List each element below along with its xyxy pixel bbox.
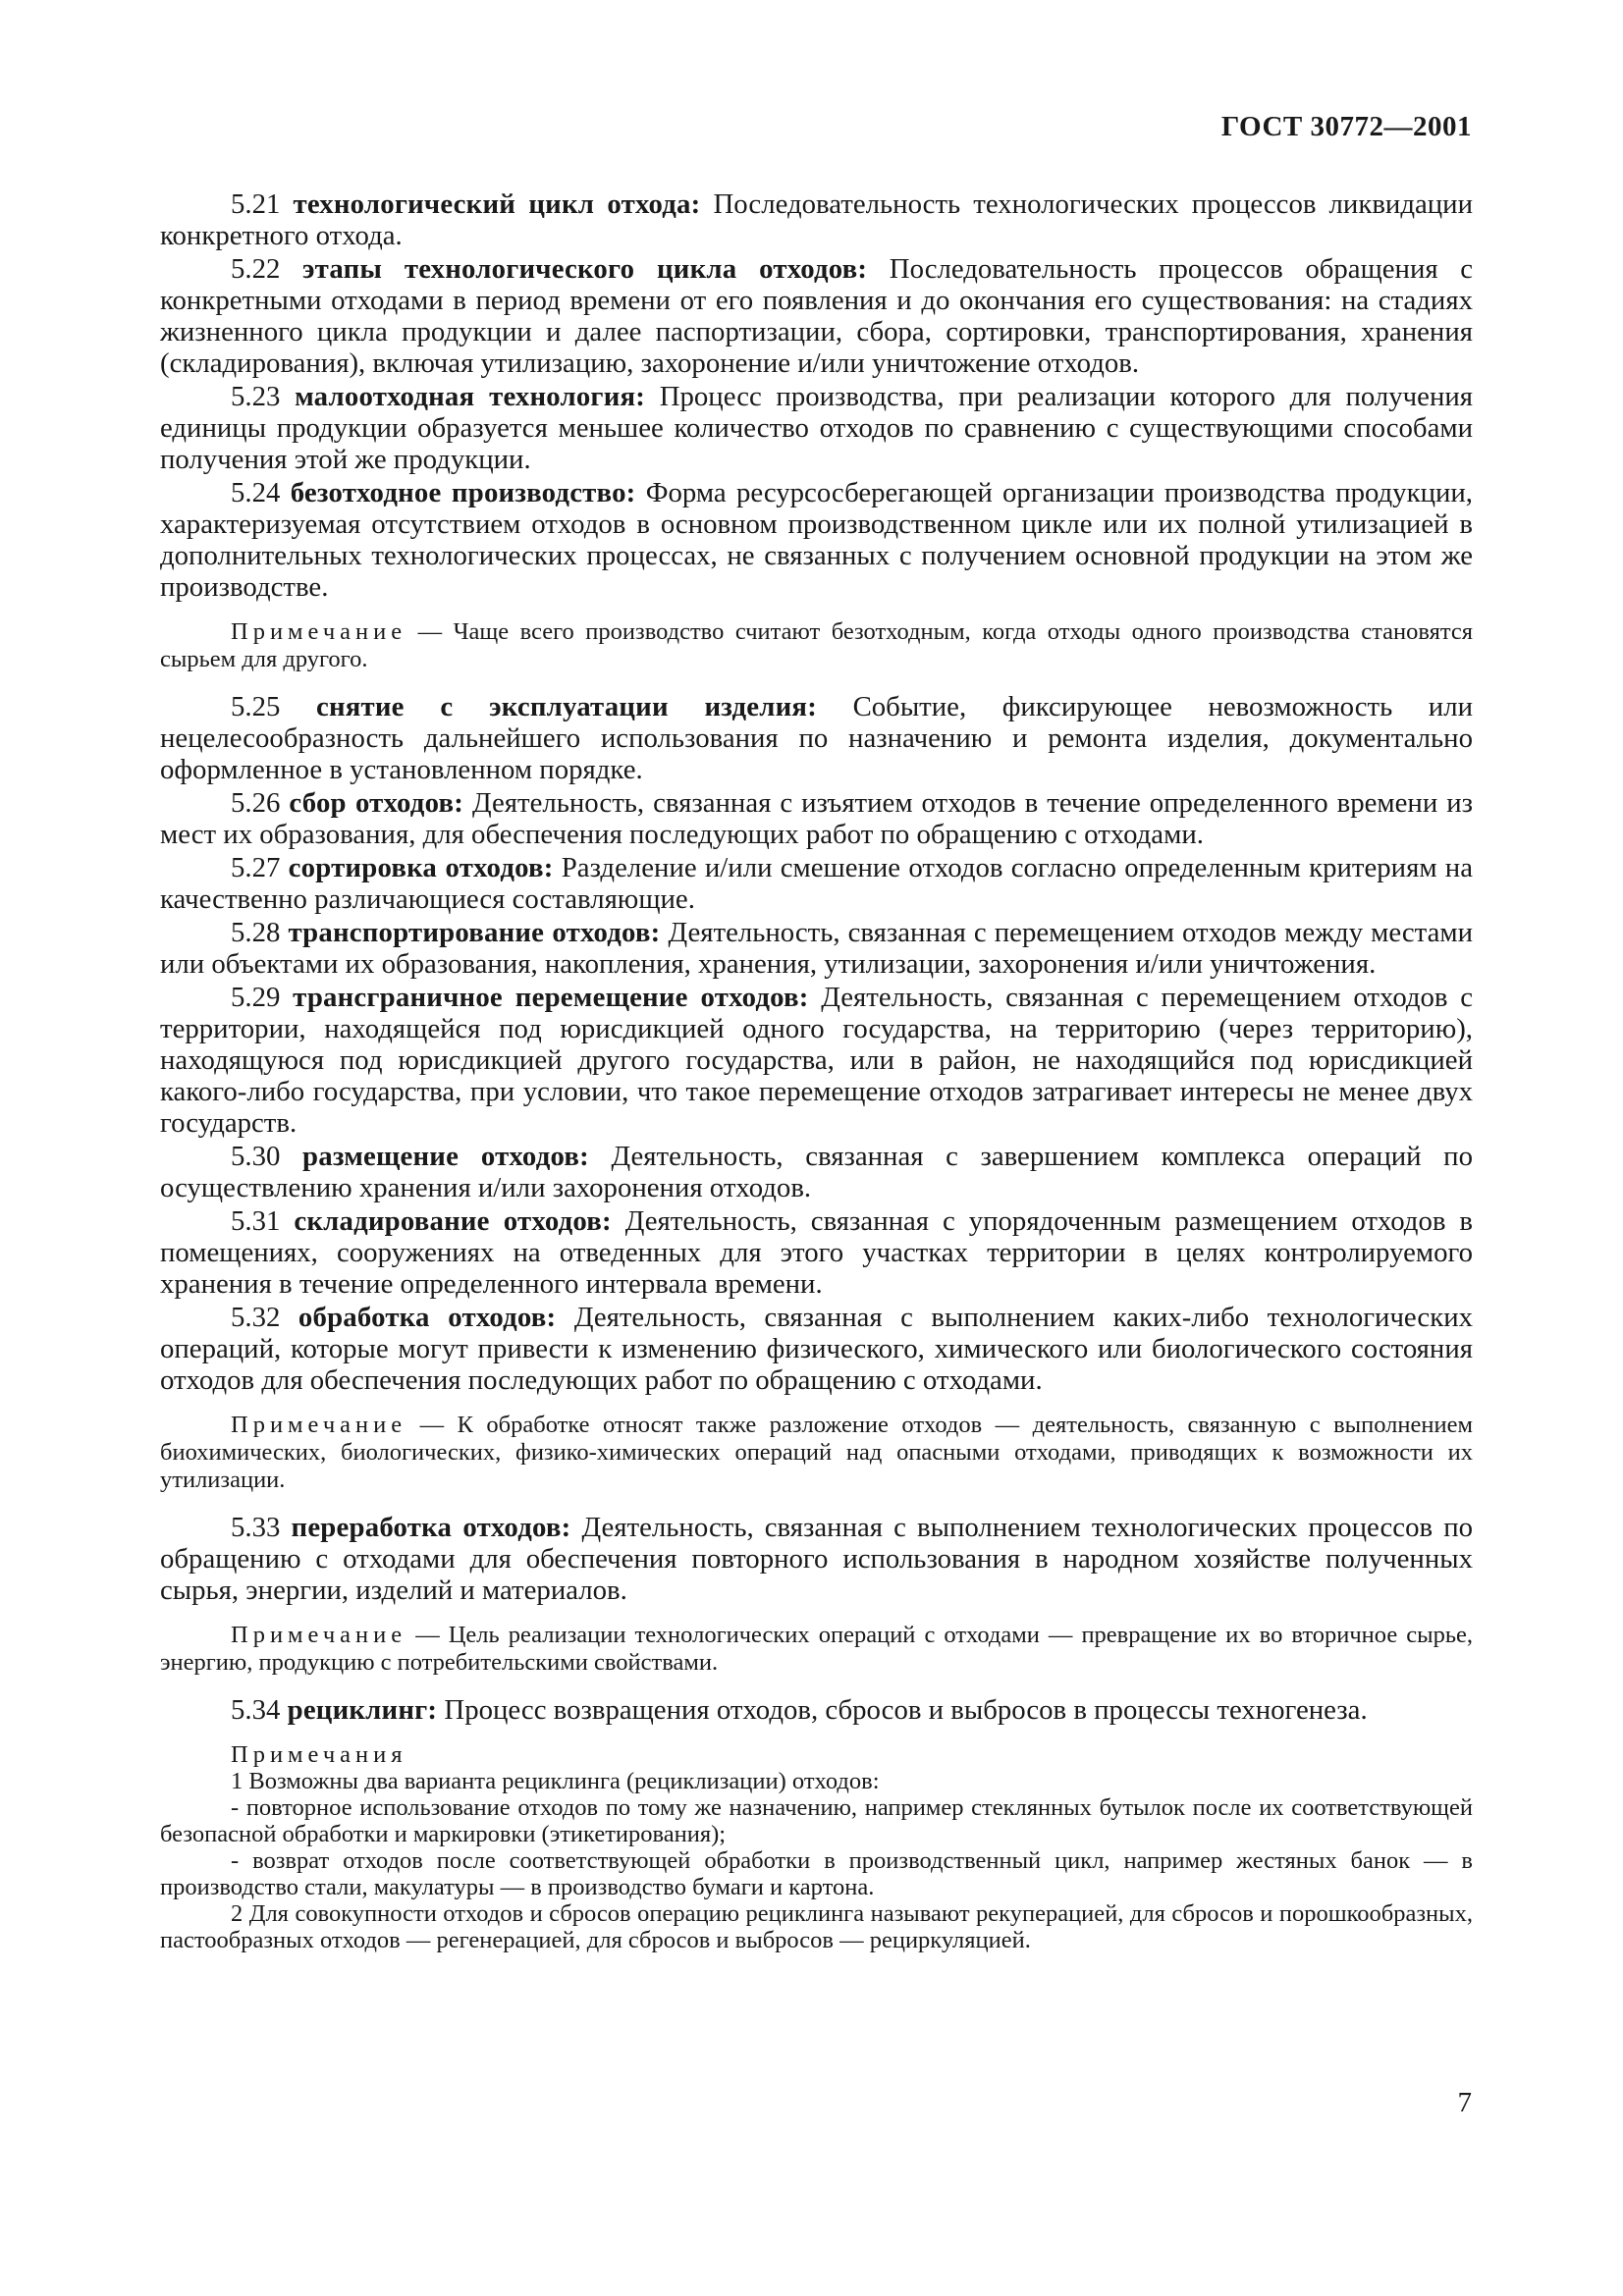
term-definition: Процесс производства, при реализации которого для получения единицы продукции образуется меньшее количество отходов по сравнению с существующими способами получения этой же продукции. [160, 381, 1474, 475]
term-5-29 [160, 982, 1473, 1139]
term-5-25 [160, 691, 1473, 785]
term-number: 5.34 [231, 1694, 281, 1726]
term-name: технологический цикл отхода: [293, 188, 701, 220]
note-item-1a: - повторное использование отходов по тому же назначению, например стеклянных бутылок после их соответствующей безопасной обработки и маркировки (этикетирования); [160, 1794, 1473, 1847]
term-definition: Событие, фиксирующее невозможность или нецелесообразность дальнейшего использования по назначению и ремонта изделия, документально оформленное в установленном порядке. [160, 691, 1473, 785]
term-5-27 [160, 852, 1473, 915]
note-item-2: 2 Для совокупности отходов и сбросов операцию рециклинга называют рекуперацией, для сбросов и порошкообразных, пастообразных отходов — регенерацией, для сбросов и выбросов — рециркуляцией. [160, 1900, 1473, 1953]
note-5-24 [160, 618, 1473, 673]
note-label: Примечание [231, 1412, 407, 1438]
note-item-1b: - возврат отходов после соответствующей обработки в производственный цикл, например жестяных банок — в производство стали, макулатуры — в производство бумаги и картона. [160, 1847, 1473, 1900]
term-definition: Деятельность, связанная с перемещением отходов с территории, находящейся под юрисдикцией одного государства, на территорию (через территорию), находящуюся под юрисдикцией другого государства, или в район, не находящийся под юрисдикцией какого-либо государства, при условии, что такое перемещение отходов затрагивает интересы не менее двух государств. [160, 982, 1474, 1139]
term-name: этапы технологического цикла отходов: [302, 253, 868, 285]
term-definition: Форма ресурсосберегающей организации производства продукции, характеризуемая отсутствием отходов в основном производственном цикле или их полной утилизацией в дополнительных технологических процессах, не связанных с получением основной продукции на этом же производстве. [160, 477, 1474, 603]
note-text: — К обработке относят также разложение отходов — деятельность, связанную с выполнением биохимических, биологических, физико-химических операций над опасными отходами, приводящих к возможности их утилизации. [160, 1412, 1473, 1493]
term-number: 5.23 [231, 381, 281, 412]
document-body [160, 188, 1473, 1953]
page-number: 7 [1457, 2087, 1472, 2118]
note-label: Примечание [231, 1622, 407, 1648]
term-5-26 [160, 787, 1473, 850]
term-5-21 [160, 188, 1473, 251]
term-name: трансграничное перемещение отходов: [293, 982, 809, 1013]
notes-title: Примечания [231, 1741, 407, 1768]
note-text: — Цель реализации технологических операций с отходами — превращение их во вторичное сырье, энергию, продукцию с потребительскими свойствами. [160, 1622, 1474, 1676]
term-number: 5.30 [231, 1141, 281, 1172]
term-definition: Процесс возвращения отходов, сбросов и выбросов в процессы техногенеза. [444, 1694, 1368, 1726]
notes-5-34 [160, 1741, 1473, 1953]
term-definition: Деятельность, связанная с выполнением каких-либо технологических операций, которые могут привести к изменению физического, химического или биологического состояния отходов для обеспечения последующих работ по обращению с отходами. [160, 1302, 1474, 1396]
term-definition: Разделение и/или смешение отходов согласно определенным критериям на качественно различающиеся составляющие. [160, 852, 1474, 915]
term-5-34 [160, 1694, 1473, 1726]
term-name: рециклинг: [287, 1694, 438, 1726]
term-number: 5.25 [231, 691, 281, 722]
term-number: 5.26 [231, 787, 281, 819]
term-number: 5.29 [231, 982, 281, 1013]
term-number: 5.22 [231, 253, 281, 285]
term-name: малоотходная технология: [295, 381, 646, 412]
term-definition: Деятельность, связанная с завершением комплекса операций по осуществлению хранения и/или захоронения отходов. [160, 1141, 1473, 1203]
term-definition: Деятельность, связанная с упорядоченным размещением отходов в помещениях, сооружениях на отведенных для этого участках территории в целях контролируемого хранения в течение определенного интервала времени. [160, 1205, 1473, 1300]
term-name: переработка отходов: [291, 1512, 571, 1543]
note-5-33 [160, 1622, 1473, 1677]
term-name: сбор отходов: [289, 787, 463, 819]
term-definition: Последовательность технологических процессов ликвидации конкретного отхода. [160, 188, 1474, 251]
term-number: 5.24 [231, 477, 281, 508]
term-5-22 [160, 253, 1473, 379]
term-5-24 [160, 477, 1473, 603]
term-definition: Деятельность, связанная с выполнением технологических процессов по обращению с отходами для обеспечения повторного использования в народном хозяйстве полученных сырья, энергии, изделий и материалов. [160, 1512, 1473, 1606]
note-label: Примечание [231, 618, 407, 645]
term-number: 5.33 [231, 1512, 281, 1543]
term-name: транспортирование отходов: [288, 917, 661, 948]
term-name: сортировка отходов: [288, 852, 554, 883]
note-text: — Чаще всего производство считают безотходным, когда отходы одного производства становятся сырьем для другого. [160, 618, 1474, 672]
note-5-32 [160, 1412, 1473, 1494]
term-5-28 [160, 917, 1473, 980]
term-5-30 [160, 1141, 1473, 1203]
term-name: безотходное производство: [290, 477, 636, 508]
term-5-33 [160, 1512, 1473, 1606]
term-5-31 [160, 1205, 1473, 1300]
term-number: 5.31 [231, 1205, 281, 1237]
term-number: 5.32 [231, 1302, 281, 1333]
term-number: 5.21 [231, 188, 281, 220]
term-number: 5.27 [231, 852, 281, 883]
term-5-32 [160, 1302, 1473, 1396]
term-number: 5.28 [231, 917, 281, 948]
document-header: ГОСТ 30772—2001 [1220, 111, 1472, 142]
term-definition: Последовательность процессов обращения с конкретными отходами в период времени от его появления и до окончания его существования: на стадиях жизненного цикла продукции и далее паспортизации, сбора, сортировки, транспортирования, хранения (складирования), включая утилизацию, захоронение и/или уничтожение отходов. [160, 253, 1474, 379]
term-name: обработка отходов: [298, 1302, 557, 1333]
term-definition: Деятельность, связанная с перемещением отходов между местами или объектами их образования, накопления, хранения, утилизации, захоронения и/или уничтожения. [160, 917, 1473, 980]
term-definition: Деятельность, связанная с изъятием отходов в течение определенного времени из мест их образования, для обеспечения последующих работ по обращению с отходами. [160, 787, 1474, 850]
note-item-1: 1 Возможны два варианта рециклинга (рециклизации) отходов: [231, 1768, 880, 1794]
term-5-23 [160, 381, 1473, 475]
term-name: размещение отходов: [302, 1141, 589, 1172]
term-name: складирование отходов: [294, 1205, 612, 1237]
term-name: снятие с эксплуатации изделия: [315, 691, 817, 722]
